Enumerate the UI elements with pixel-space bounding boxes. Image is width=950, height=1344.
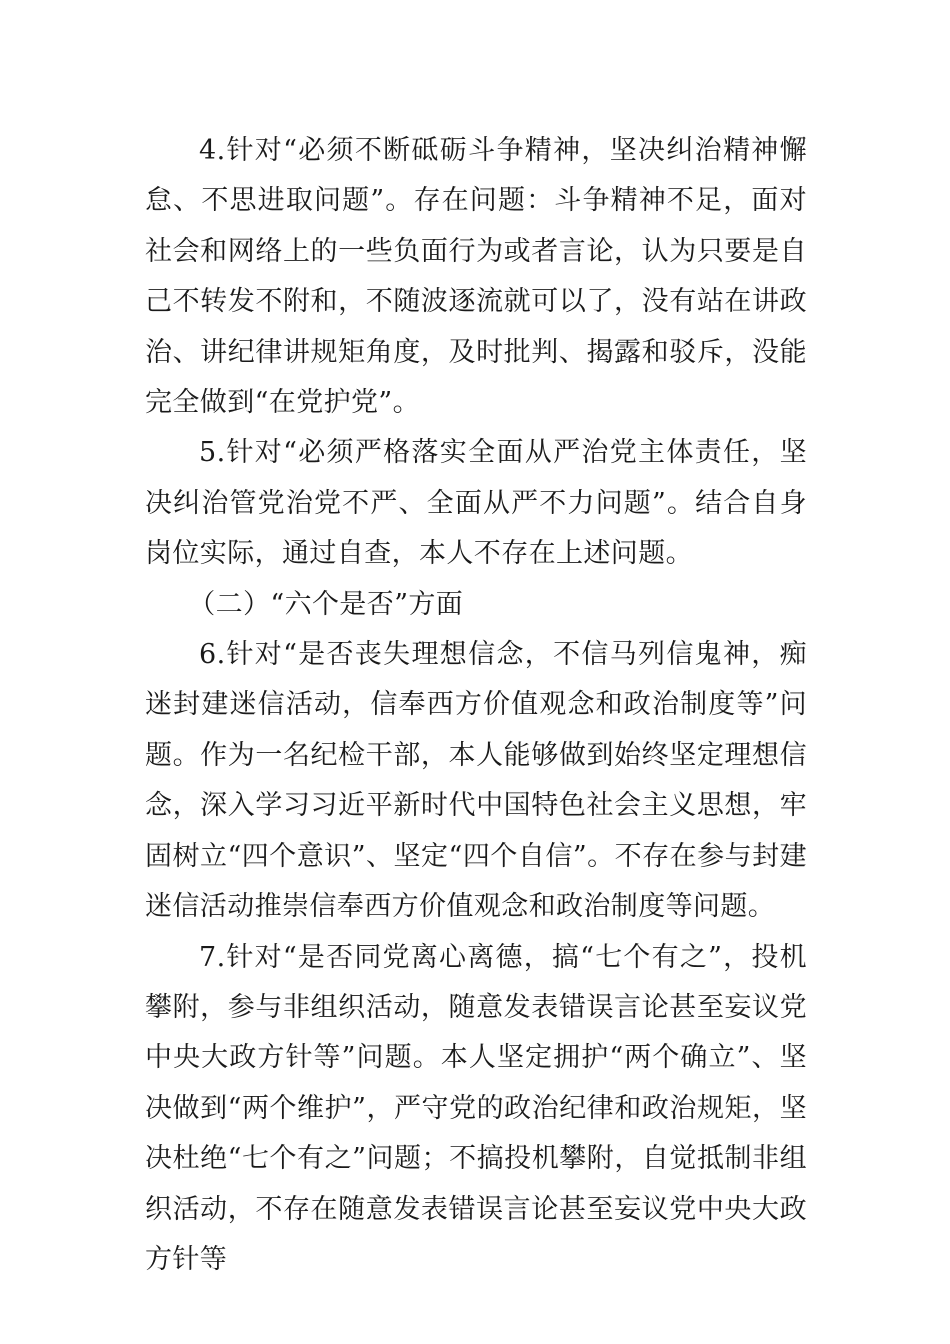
paragraph-item-6: 6.针对“是否丧失理想信念，不信马列信鬼神，痴迷封建迷信活动，信奉西方价值观念和政治制度等”问题。作为一名纪检干部，本人能够做到始终坚定理想信念，深入学习习近平新时代中国特色社会主义思想，牢固树立“四个意识”、坚定“四个自信”。不存在参与封建迷信活动推崇信奉西方价值观念和政治制度等问题。 bbox=[145, 639, 807, 923]
paragraph-item-5: 5.针对“必须严格落实全面从严治党主体责任，坚决纠治管党治党不严、全面从严不力问题”。结合自身岗位实际，通过自查，本人不存在上述问题。 bbox=[145, 437, 807, 570]
document-body bbox=[145, 126, 807, 1285]
paragraph-item-7: 7.针对“是否同党离心离德，搞“七个有之”，投机攀附，参与非组织活动，随意发表错误言论甚至妄议党中央大政方针等”问题。本人坚定拥护“两个确立”、坚决做到“两个维护”，严守党的政治纪律和政治规矩，坚决杜绝“七个有之”问题；不搞投机攀附，自觉抵制非组织活动，不存在随意发表错误言论甚至妄议党中央大政方针等 bbox=[145, 941, 807, 1275]
section-heading: （二）“六个是否”方面 bbox=[188, 588, 464, 620]
paragraph-item-4: 4.针对“必须不断砥砺斗争精神，坚决纠治精神懈怠、不思进取问题”。存在问题：斗争精神不足，面对社会和网络上的一些负面行为或者言论，认为只要是自己不转发不附和，不随波逐流就可以了，没有站在讲政治、讲纪律讲规矩角度，及时批判、揭露和驳斥，没能完全做到“在党护党”。 bbox=[145, 135, 807, 419]
